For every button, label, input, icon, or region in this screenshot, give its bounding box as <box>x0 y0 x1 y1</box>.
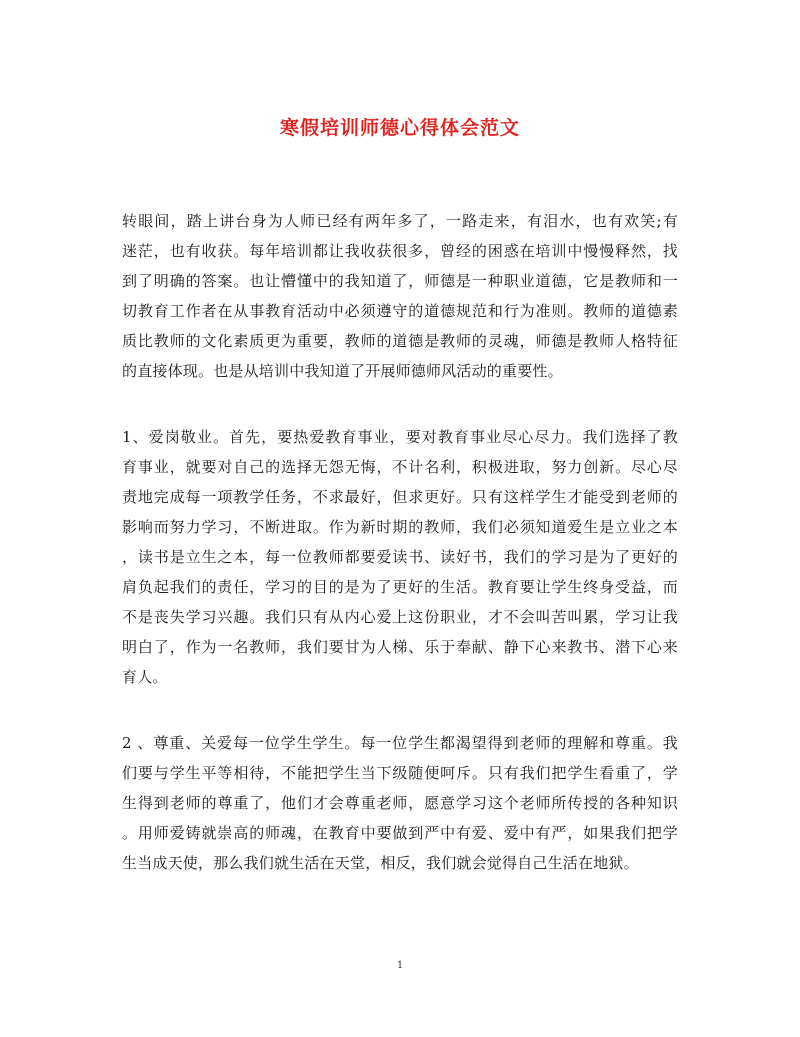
text-line: 到了明确的答案。也让懵懂中的我知道了，师德是一种职业道德，它是教师和一 <box>122 272 678 290</box>
paragraph-intro <box>122 206 678 386</box>
text-line: 影响而努力学习，不断进取。作为新时期的教师，我们必须知道爱生是立业之本 <box>122 518 678 536</box>
text-line: 转眼间，踏上讲台身为人师已经有两年多了，一路走来，有泪水，也有欢笑;有 <box>122 212 678 230</box>
paragraph-point-2 <box>122 728 678 878</box>
text-line: 生当成天使，那么我们就生活在天堂，相反，我们就会觉得自己生活在地狱。 <box>122 854 639 872</box>
document-title: 寒假培训师德心得体会范文 <box>279 117 520 139</box>
text-line: 育人。 <box>122 668 168 686</box>
text-line: 不是丧失学习兴趣。我们只有从内心爱上这份职业，才不会叫苦叫累，学习让我 <box>122 608 678 626</box>
page-number: 1 <box>396 960 404 971</box>
text-line: 迷茫，也有收获。每年培训都让我收获很多，曾经的困惑在培训中慢慢释然，找 <box>122 242 678 260</box>
text-line: ，读书是立生之本，每一位教师都要爱读书、读好书，我们的学习是为了更好的 <box>122 548 678 566</box>
text-line: 明白了，作为一名教师，我们要甘为人梯、乐于奉献、静下心来教书、潜下心来 <box>122 638 678 656</box>
text-line: 们要与学生平等相待，不能把学生当下级随便呵斥。只有我们把学生看重了，学 <box>122 764 678 782</box>
paragraph-point-1 <box>122 422 678 692</box>
document-body <box>122 206 678 914</box>
text-line: 质比教师的文化素质更为重要，教师的道德是教师的灵魂，师德是教师人格特征 <box>122 332 678 350</box>
text-line: 肩负起我们的责任，学习的目的是为了更好的生活。教育要让学生终身受益，而 <box>122 578 678 596</box>
text-line: 责地完成每一项教学任务，不求最好，但求更好。只有这样学生才能受到老师的 <box>122 488 678 506</box>
text-line: 2 、尊重、关爱每一位学生学生。每一位学生都渴望得到老师的理解和尊重。我 <box>122 734 678 752</box>
text-line: 生得到老师的尊重了，他们才会尊重老师，愿意学习这个老师所传授的各种知识 <box>122 794 678 812</box>
text-line: 切教育工作者在从事教育活动中必须遵守的道德规范和行为准则。教师的道德素 <box>122 302 678 320</box>
text-line: 1、爱岗敬业。首先，要热爱教育事业，要对教育事业尽心尽力。我们选择了教 <box>122 428 678 446</box>
text-line: 。用师爱铸就崇高的师魂，在教育中要做到严中有爱、爱中有严，如果我们把学 <box>122 824 678 842</box>
text-line: 育事业，就要对自己的选择无怨无悔，不计名利，积极进取，努力创新。尽心尽 <box>122 458 678 476</box>
text-line: 的直接体现。也是从培训中我知道了开展师德师风活动的重要性。 <box>122 362 563 380</box>
